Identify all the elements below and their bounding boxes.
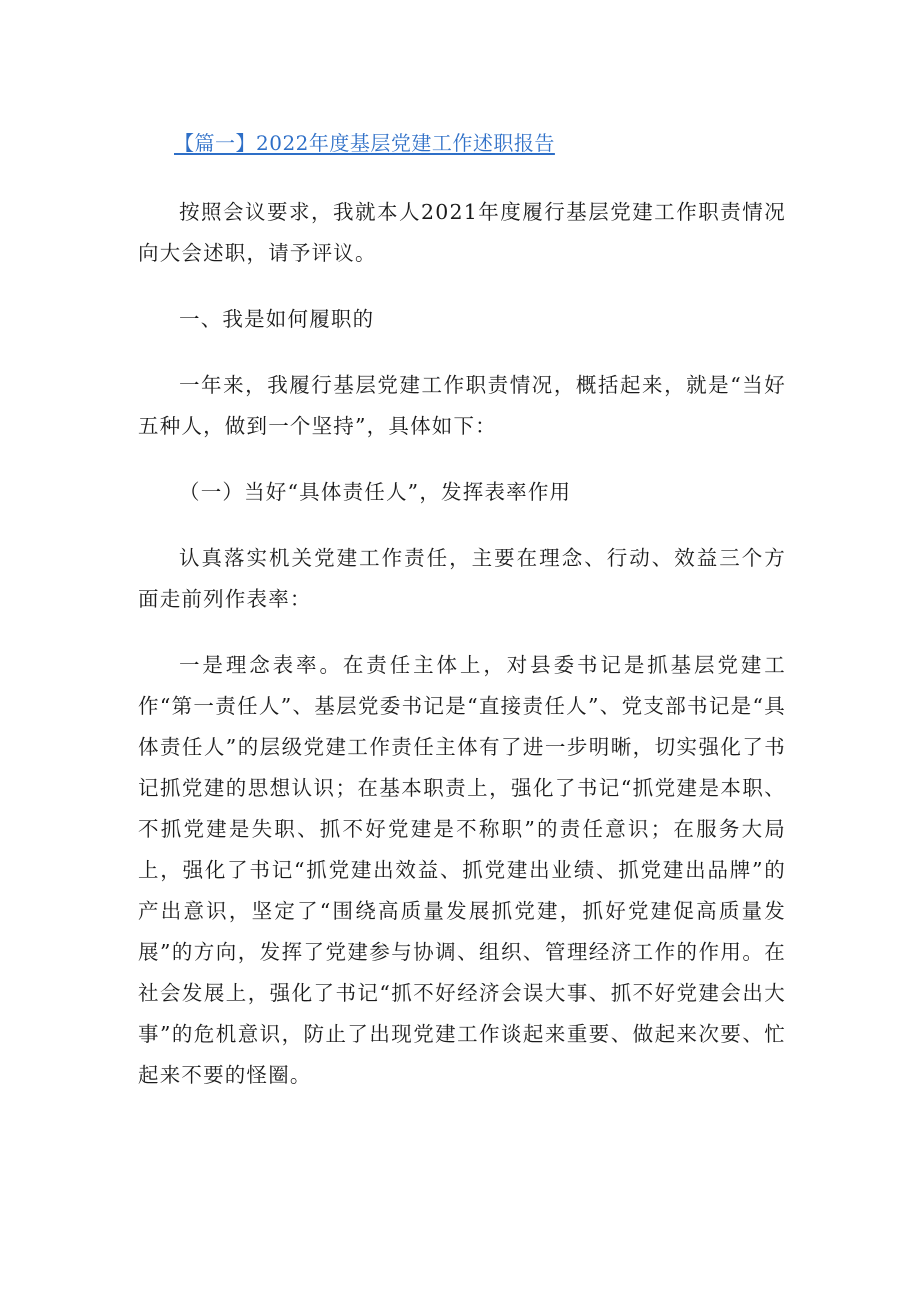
document-page [138,124,786,1096]
paragraph-intro: 按照会议要求，我就本人2021年度履行基层党建工作职责情况向大会述职，请予评议。 [138,200,786,265]
paragraph-concept-example: 一是理念表率。在责任主体上，对县委书记是抓基层党建工作“第一责任人”、基层党委书记是“直接责任人”、党支部书记是“具体责任人”的层级党建工作责任主体有了进一步明晰，切实强化了书记抓党建的思想认识；在基本职责上，强化了书记“抓党建是本职、不抓党建是失职、抓不好党建是不称职”的责任意识；在服务大局上，强化了书记“抓党建出效益、抓党建出业绩、抓党建出品牌”的产出意识，坚定了“围绕高质量发展抓党建，抓好党建促高质量发展”的方向，发挥了党建参与协调、组织、管理经济工作的作用。在社会发展上，强化了书记“抓不好经济会误大事、抓不好党建会出大事”的危机意识，防止了出现党建工作谈起来重要、做起来次要、忙起来不要的怪圈。 [138,653,786,1087]
paragraph-responsibility: 认真落实机关党建工作责任，主要在理念、行动、效益三个方面走前列作表率： [138,546,786,611]
paragraph-summary: 一年来，我履行基层党建工作职责情况，概括起来，就是“当好五种人，做到一个坚持”，具体如下： [138,373,786,438]
title-link[interactable]: 【篇一】2022年度基层党建工作述职报告 [174,131,555,155]
subsection-heading-1: （一）当好“具体责任人”，发挥表率作用 [179,480,572,504]
section-heading-1: 一、我是如何履职的 [179,307,375,331]
